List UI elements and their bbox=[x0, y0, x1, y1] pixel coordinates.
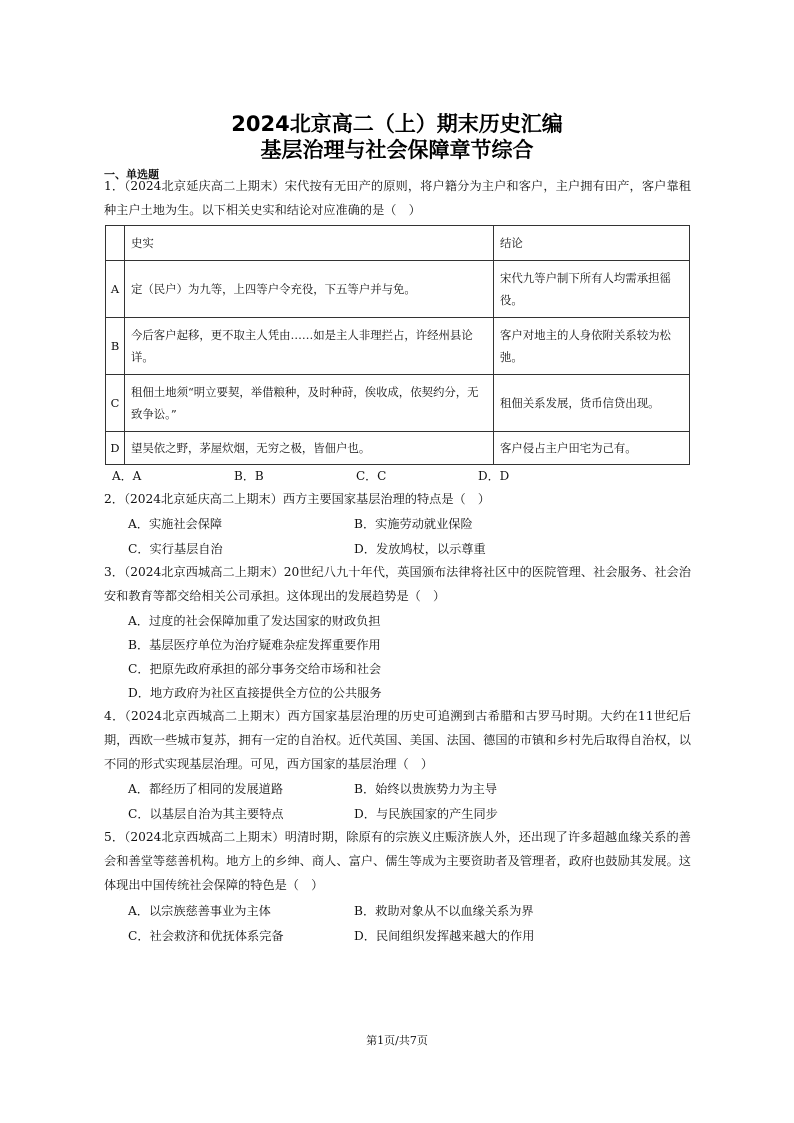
question-1-stem: 1．（2024北京延庆高二上期末）宋代按有无田产的原则，将户籍分为主户和客户，主户拥有田产，客户靠租种主户土地为生。以下相关史实和结论对应准确的是（ ） bbox=[104, 179, 691, 217]
q3-option-a[interactable]: A．过度的社会保障加重了发达国家的财政负担 bbox=[128, 614, 381, 628]
question-4-stem: 4．（2024北京西城高二上期末）西方国家基层治理的历史可追溯到古希腊和古罗马时期。大约在11世纪后期，西欧一些城市复苏，拥有一定的自治权。近代英国、美国、法国、德国的市镇和乡村先后取得自治权，以不同的形式实现基层治理。可见，西方国家的基层治理（ ） bbox=[104, 709, 691, 771]
row-fact: 租佃土地须“明立要契，举借粮种，及时种莳，俟收成，依契约分，无致争讼。” bbox=[125, 375, 494, 432]
q3-option-b[interactable]: B．基层医疗单位为治疗疑难杂症发挥重要作用 bbox=[128, 638, 381, 652]
row-label: C bbox=[106, 375, 125, 432]
table-header-row bbox=[106, 226, 690, 261]
row-label: A bbox=[106, 261, 125, 318]
q4-option-c[interactable]: C．以基层自治为其主要特点 bbox=[128, 807, 284, 821]
question-2-stem: 2．（2024北京延庆高二上期末）西方主要国家基层治理的特点是（ ） bbox=[104, 492, 491, 506]
q4-option-b[interactable]: B．始终以贵族势力为主导 bbox=[354, 782, 498, 796]
row-label: D bbox=[106, 432, 125, 465]
document-title: 2024北京高二（上）期末历史汇编 bbox=[231, 112, 563, 136]
question-3-stem: 3．（2024北京西城高二上期末）20世纪八九十年代，英国颁布法律将社区中的医院管理、社会服务、社会治安和教育等都交给相关公司承担。这体现出的发展趋势是（ ） bbox=[104, 565, 691, 603]
q4-option-a[interactable]: A．都经历了相同的发展道路 bbox=[128, 782, 284, 796]
q2-option-a[interactable]: A．实施社会保障 bbox=[128, 517, 223, 531]
q5-option-a[interactable]: A．以宗族慈善事业为主体 bbox=[128, 904, 271, 918]
q2-option-c[interactable]: C．实行基层自治 bbox=[128, 542, 223, 556]
table-header-label bbox=[106, 226, 125, 261]
q3-option-d[interactable]: D．地方政府为社区直接提供全方位的公共服务 bbox=[128, 686, 382, 700]
q3-option-c[interactable]: C．把原先政府承担的部分事务交给市场和社会 bbox=[128, 662, 382, 676]
table-row bbox=[106, 375, 690, 432]
table-row bbox=[106, 261, 690, 318]
q2-option-d[interactable]: D．发放鸠杖，以示尊重 bbox=[354, 542, 486, 556]
row-conclusion: 客户对地主的人身依附关系较为松弛。 bbox=[494, 318, 690, 375]
option-c[interactable]: C．C bbox=[356, 469, 387, 483]
row-fact: 定（民户）为九等，上四等户令充役，下五等户并与免。 bbox=[125, 261, 494, 318]
option-a[interactable]: A．A bbox=[112, 469, 142, 483]
table-row bbox=[106, 432, 690, 465]
option-b[interactable]: B．B bbox=[234, 469, 264, 483]
q2-option-b[interactable]: B．实施劳动就业保险 bbox=[354, 517, 473, 531]
row-fact: 今后客户起移，更不取主人凭由……如是主人非理拦占，许经州县论详。 bbox=[125, 318, 494, 375]
question-1-options bbox=[112, 467, 600, 484]
table-header-fact: 史实 bbox=[125, 226, 494, 261]
page-number: 第1页/共7页 bbox=[366, 1034, 428, 1047]
row-label: B bbox=[106, 318, 125, 375]
option-d[interactable]: D．D bbox=[478, 469, 510, 483]
row-fact: 望吴依之野，茅屋炊烟，无穷之极，皆佃户也。 bbox=[125, 432, 494, 465]
section-heading: 一、单选题 bbox=[104, 168, 159, 181]
table-header-conclusion: 结论 bbox=[494, 226, 690, 261]
question-5-stem: 5．（2024北京西城高二上期末）明清时期，除原有的宗族义庄赈济族人外，还出现了许多超越血缘关系的善会和善堂等慈善机构。地方上的乡绅、商人、富户、儒生等成为主要资助者及管理者，政府也鼓励其发展。这体现出中国传统社会保障的特色是（ ） bbox=[104, 830, 691, 892]
q5-option-d[interactable]: D．民间组织发挥越来越大的作用 bbox=[354, 929, 535, 943]
q4-option-d[interactable]: D．与民族国家的产生同步 bbox=[354, 807, 498, 821]
q5-option-c[interactable]: C．社会救济和优抚体系完备 bbox=[128, 929, 284, 943]
row-conclusion: 租佃关系发展，货币信贷出现。 bbox=[494, 375, 690, 432]
row-conclusion: 宋代九等户制下所有人均需承担徭役。 bbox=[494, 261, 690, 318]
row-conclusion: 客户侵占主户田宅为己有。 bbox=[494, 432, 690, 465]
q5-option-b[interactable]: B．救助对象从不以血缘关系为界 bbox=[354, 904, 534, 918]
document-subtitle: 基层治理与社会保障章节综合 bbox=[260, 138, 534, 162]
question-1-table bbox=[105, 225, 690, 465]
table-row bbox=[106, 318, 690, 375]
